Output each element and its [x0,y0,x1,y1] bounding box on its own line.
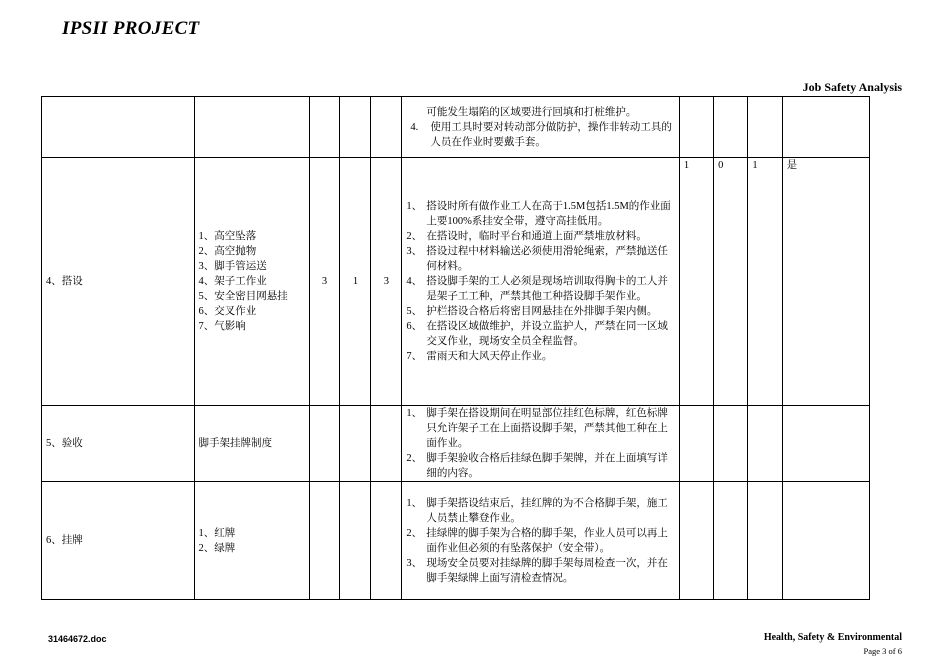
risk-rating-value: 3 [321,276,328,287]
control-measure [406,244,674,274]
risk-rating-cell [309,158,340,406]
job-safety-analysis-table [41,96,870,600]
control-text: 可能发生塌陷的区域要进行回填和打桩维护。 [426,106,637,118]
control-text: 护栏搭设合格后将密目网悬挂在外排脚手架内侧。 [426,306,658,317]
risk-rating-cell [340,97,371,158]
control-number: 4. [410,121,419,133]
control-measure [406,274,674,304]
control-text: 搭设脚手架的工人必须是现场培训取得胸卡的工人并是架子工工种，严禁其他工种搭设脚手架作业。 [426,276,668,302]
control-number: 3、 [406,246,423,257]
risk-rating-cell [371,482,402,600]
control-number: 2、 [406,453,423,464]
hazards-cell [194,97,309,158]
control-text: 脚手架验收合格后挂绿色脚手架牌，并在上面填写详细的内容。 [426,453,668,479]
control-measure [406,496,674,526]
control-number: 1、 [406,408,423,419]
control-measure [406,199,674,229]
risk-rating-value: 3 [383,276,390,287]
controls-cell [402,97,679,158]
risk-rating-cell [371,158,402,406]
control-number: 3、 [406,557,423,569]
table-row [42,482,870,600]
acceptable-cell [782,158,869,406]
control-text: 挂绿牌的脚手架为合格的脚手架，作业人员可以再上面作业但必须的有坠落保护（安全带）。 [426,527,668,554]
control-number: 6、 [406,321,423,332]
residual-risk-cell [748,158,782,406]
step-cell [42,158,195,406]
control-number: 1、 [406,201,423,212]
control-number: 1、 [406,497,423,509]
control-text: 脚手架在搭设期间在明显部位挂红色标牌，红色标牌只允许架子工在上面搭设脚手架，严禁其他工种在上面作业。 [426,408,668,449]
control-measure [406,105,674,120]
control-text: 搭设时所有做作业工人在高于1.5M包括1.5M的作业面上要100%系挂安全带，遵守高挂低用。 [426,201,671,227]
control-text: 雷雨天和大风天停止作业。 [426,351,553,362]
hazard-item: 3、脚手管运送 [198,261,267,272]
hazard-item: 2、绿牌 [198,542,236,554]
step-cell [42,97,195,158]
control-text: 现场安全员要对挂绿牌的脚手架每周检查一次，并在脚手架绿牌上面写清检查情况。 [426,557,668,584]
control-measure [406,556,674,586]
table-row [42,97,870,158]
step-cell [42,406,195,482]
hazard-item: 5、安全密目网悬挂 [198,291,288,302]
step-label: 6、挂牌 [46,535,83,546]
acceptable-cell [782,97,869,158]
footer-file-name: 31464672.doc [48,634,107,644]
acceptable-cell [782,406,869,482]
control-measure [406,319,674,349]
residual-risk-cell [679,97,713,158]
control-text: 在搭设时，临时平台和通道上面严禁堆放材料。 [426,231,647,242]
control-text: 搭设过程中材料输送必须使用滑轮绳索，严禁抛送任何材料。 [426,246,668,272]
control-measure [406,229,674,244]
step-cell [42,482,195,600]
table-row [42,158,870,406]
risk-rating-cell [371,97,402,158]
risk-rating-cell [371,406,402,482]
risk-rating-cell [340,482,371,600]
hazard-item: 4、架子工作业 [198,276,267,287]
control-measure [406,304,674,319]
risk-rating-cell [340,406,371,482]
control-number [406,105,426,120]
risk-rating-value: 1 [352,276,359,287]
risk-rating-cell [340,158,371,406]
residual-risk-cell [679,406,713,482]
residual-risk-cell [714,97,748,158]
residual-risk-cell [714,482,748,600]
residual-risk-value: 1 [752,160,758,171]
hazard-item: 6、交叉作业 [198,306,257,317]
control-text: 使用工具时要对转动部分做防护，操作非转动工具的人员在作业时要戴手套。 [430,121,672,148]
table-row [42,406,870,482]
residual-risk-cell [748,97,782,158]
residual-risk-cell [679,158,713,406]
control-measure [406,349,674,364]
risk-rating-cell [309,482,340,600]
hazard-item: 7、气影响 [198,321,246,332]
residual-risk-cell [714,158,748,406]
control-text: 脚手架搭设结束后，挂红牌的为不合格脚手架，施工人员禁止攀登作业。 [426,497,668,524]
control-number: 2、 [406,527,423,539]
step-label: 5、验收 [46,438,83,449]
hazards-cell [194,158,309,406]
residual-risk-cell [748,482,782,600]
acceptable-cell [782,482,869,600]
residual-risk-cell [714,406,748,482]
hazard-item: 1、红牌 [198,527,236,539]
document-type: Job Safety Analysis [802,80,902,94]
hazard-item: 2、高空抛物 [198,246,257,257]
control-number: 2、 [406,231,423,242]
residual-risk-cell [748,406,782,482]
controls-cell [402,158,679,406]
hazard-item: 脚手架挂牌制度 [198,438,273,449]
control-measure [406,451,674,481]
residual-risk-cell [679,482,713,600]
control-text: 在搭设区域做维护，并设立监护人，严禁在同一区域交叉作业，现场安全员全程监督。 [426,321,668,347]
hazards-cell [194,406,309,482]
residual-risk-value: 1 [683,160,690,171]
risk-rating-cell [309,406,340,482]
controls-cell [402,482,679,600]
control-number: 5、 [406,306,423,317]
control-measure [406,526,674,556]
controls-cell [402,406,679,482]
residual-risk-value: 0 [718,160,724,171]
project-title: IPSII PROJECT [62,18,200,39]
control-measure [406,406,674,451]
control-number: 4、 [406,276,423,287]
control-measure [406,120,674,150]
hazard-item: 1、高空坠落 [198,231,257,242]
footer-page-number: Page 3 of 6 [863,646,902,656]
acceptable-value: 是 [786,160,798,171]
hazards-cell [194,482,309,600]
risk-rating-cell [309,97,340,158]
control-number: 7、 [406,351,423,362]
footer-department: Health, Safety & Environmental [763,632,902,643]
step-label: 4、搭设 [46,276,83,287]
